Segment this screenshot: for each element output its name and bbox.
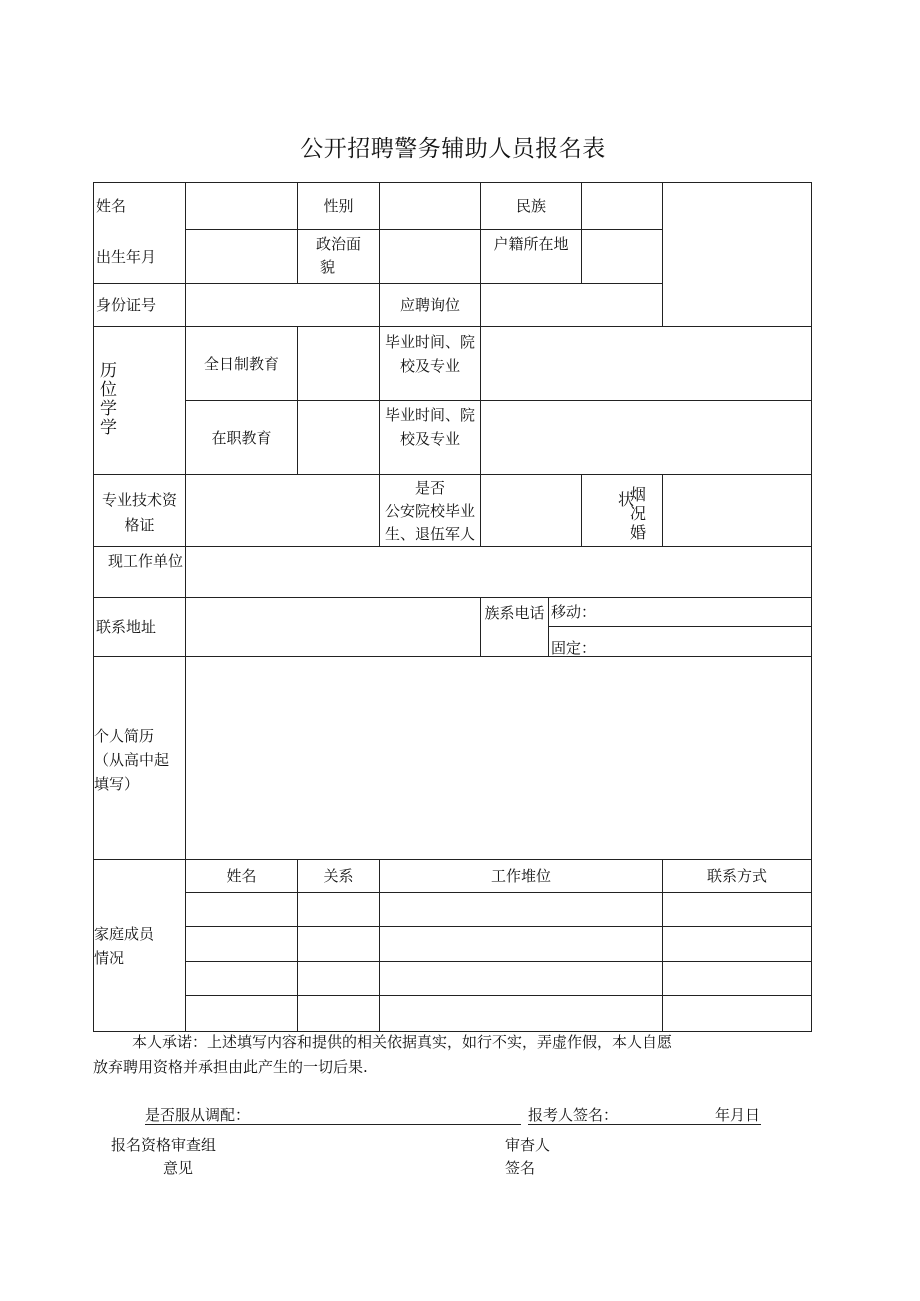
label-marital-c2: 烟: [630, 485, 647, 504]
label-inservice: 在职教育: [211, 428, 272, 447]
label-marital-c4: 婚: [630, 523, 647, 542]
label-political-line2: 貌: [320, 258, 336, 276]
label-ethnicity: 民族: [515, 197, 546, 215]
label-cert-line1: 专业技术资: [101, 491, 177, 509]
label-cert-line2: 格证: [124, 516, 155, 534]
label-education: [100, 362, 130, 438]
certificate-input[interactable]: [186, 475, 379, 546]
label-family-line2: 情况: [94, 949, 125, 967]
label-marital-col: [630, 485, 646, 542]
pledge-line2: 放弃聘用资格并承担由此产生的一切后果.: [93, 1058, 368, 1076]
date-label: 年月日: [715, 1106, 761, 1124]
label-hukou: 户籍所在地: [493, 235, 569, 253]
label-marital-c1: 状: [618, 490, 635, 509]
family-rows[interactable]: [186, 893, 811, 1031]
label-grad-line2: 校及专业: [399, 357, 460, 375]
label-education-c3: 学: [100, 399, 117, 419]
pledge-line1: 本人承诺：上述填写内容和提供的相关依据真实，如行不实，弄虚作假，本人自愿: [132, 1033, 673, 1051]
label-marital-c3: 况: [630, 504, 647, 523]
label-resume-line3: 填写）: [94, 775, 140, 793]
family-header-name: 姓名: [226, 867, 257, 885]
opinion-label: 意见: [163, 1159, 194, 1177]
political-input[interactable]: [380, 230, 480, 283]
police-veteran-input[interactable]: [481, 475, 581, 546]
label-police-veteran: [380, 477, 480, 546]
ethnicity-input[interactable]: [582, 183, 662, 229]
inservice-grad-input[interactable]: [481, 401, 811, 474]
label-education-c2: 位: [100, 380, 117, 400]
signature-label: 报考人签名：: [528, 1106, 619, 1124]
label-family-line1: 家庭成员: [94, 925, 155, 943]
address-input[interactable]: [186, 598, 480, 656]
label-police-line3: 生、退伍军人: [384, 525, 475, 543]
label-grad-line1: 毕业时间、院: [384, 406, 475, 424]
label-fulltime: 全日制教育: [203, 354, 279, 373]
hukou-input[interactable]: [582, 230, 662, 283]
label-political: [298, 233, 379, 281]
label-grad-line2: 校及专业: [399, 430, 460, 448]
label-family: [94, 922, 185, 970]
label-grad-inservice: [380, 403, 480, 451]
applied-position-input[interactable]: [481, 284, 662, 326]
birth-input[interactable]: [186, 230, 297, 283]
form-title: 公开招聘警务辅助人员报名表: [300, 136, 606, 162]
workplace-input[interactable]: [186, 547, 811, 597]
family-header-workplace: 工作堆位: [490, 867, 551, 885]
border-line: [811, 182, 812, 1032]
label-birth: 出生年月: [96, 247, 157, 266]
obey-label: 是否服从调配：: [145, 1106, 251, 1124]
label-address: 联系地址: [96, 618, 157, 636]
review-group-label: 报名资格审查组: [111, 1136, 217, 1154]
label-resume-line2: （从高中起: [94, 751, 170, 769]
label-workplace: 现工作单位: [107, 552, 183, 570]
label-education-c4: 学: [100, 418, 117, 438]
label-resume-line1: 个人简历: [94, 727, 155, 745]
label-id-number: 身份证号: [96, 296, 157, 314]
label-marital: [582, 475, 662, 546]
signature-underline[interactable]: [528, 1124, 761, 1125]
label-political-line1: 政治面: [315, 235, 361, 253]
marital-input[interactable]: [663, 475, 811, 546]
label-phone: 族系电话: [484, 604, 545, 622]
label-resume: [94, 724, 185, 796]
family-header-contact: 联系方式: [706, 867, 767, 885]
id-number-input[interactable]: [186, 284, 379, 326]
label-certificate: [94, 488, 185, 538]
label-police-line2: 公安院校毕业: [384, 502, 475, 520]
obey-underline[interactable]: [145, 1124, 521, 1125]
fulltime-degree-input[interactable]: [298, 327, 379, 400]
label-name: 姓名: [96, 197, 127, 215]
label-police-line1: 是否: [414, 479, 445, 497]
label-gender: 性别: [323, 197, 354, 215]
family-header-relation: 关系: [323, 867, 354, 885]
label-education-c1: 历: [100, 361, 117, 381]
photo-area[interactable]: [663, 183, 811, 326]
sign-label: 签名: [505, 1159, 536, 1177]
label-grad-line1: 毕业时间、院: [384, 333, 475, 351]
resume-input[interactable]: [186, 657, 811, 859]
fulltime-grad-input[interactable]: [481, 327, 811, 400]
gender-input[interactable]: [380, 183, 480, 229]
mobile-input[interactable]: 移动：: [551, 603, 597, 621]
reviewer-label: 审杳人: [505, 1136, 551, 1154]
name-input[interactable]: [186, 183, 297, 229]
fixed-input[interactable]: 固定：: [551, 638, 597, 657]
inservice-degree-input[interactable]: [298, 401, 379, 474]
label-applied-position: 应聘询位: [399, 296, 460, 314]
label-grad-fulltime: [380, 330, 480, 378]
